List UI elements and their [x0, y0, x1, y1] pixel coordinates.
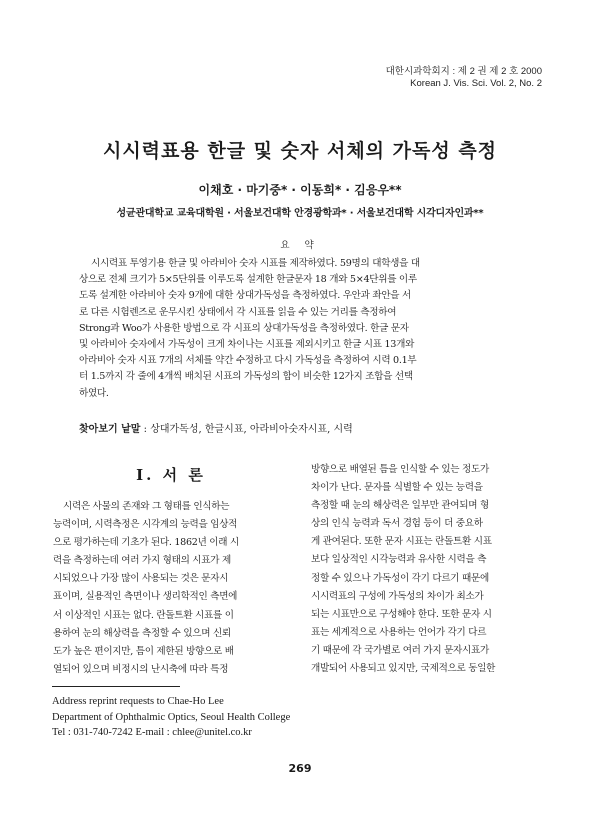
abstract-line: 터 1.5까지 각 줄에 4개씩 배치된 시표의 가독성의 합이 비슷한 12가지 조합을 선택	[79, 371, 413, 383]
abstract-line: 로 다른 시험렌즈로 운무시킨 상태에서 각 시표를 읽을 수 있는 거리를 측정하여	[79, 306, 397, 318]
body-line: 차이가 난다. 문자를 식별할 수 있는 능력을	[311, 482, 483, 494]
section-heading-introduction: I. 서 론	[136, 466, 206, 484]
body-line: 개발되어 사용되고 있지만, 국제적으로 동일한	[311, 663, 496, 675]
keywords-terms: : 상대가독성, 한글시표, 아라비아숫자시표, 시력	[143, 424, 353, 435]
footnote-contact-line: Tel : 031-740-7242 E-mail : chlee@unitel.co.kr	[52, 727, 252, 738]
body-line: 게 관여된다. 또한 문자 시표는 란돌트환 시표	[311, 536, 492, 548]
body-line: 능력이며, 시력측정은 시각계의 능력을 임상적	[53, 519, 238, 531]
abstract-line: 하였다.	[79, 387, 109, 399]
body-line: 되는 시표만으로 구성해야 한다. 또한 문자 시	[311, 608, 492, 620]
body-line: 시되었으나 가장 많이 사용되는 것은 문자시	[53, 573, 229, 585]
keywords-label: 찾아보기 낱말	[79, 424, 141, 435]
abstract-heading: 요 약	[280, 240, 320, 251]
page-number: 269	[288, 762, 312, 775]
abstract-line: 및 아라비아 숫자에서 가독성이 크게 차이나는 시표를 제외시키고 한글 시표 13개와	[79, 339, 415, 351]
body-line: 표이며, 실용적인 측면이나 생리학적인 측면에	[53, 591, 238, 603]
footnote	[52, 694, 290, 741]
body-line: 으로 평가하는데 기초가 된다. 1862년 이래 시	[53, 537, 239, 549]
body-line: 력을 측정하는데 여러 가지 형태의 시표가 제	[53, 555, 231, 567]
body-line: 열되어 있으며 비정시의 난시축에 따라 특정	[53, 663, 229, 675]
body-column-right	[311, 461, 548, 678]
body-line: 방향으로 배열된 틈을 인식할 수 있는 정도가	[311, 464, 489, 475]
footnote-divider	[52, 686, 180, 687]
body-line: 서 이상적인 시표는 없다. 란돌트환 시표를 이	[53, 609, 234, 621]
author-affiliations: 성균관대학교 교육대학원 · 서울보건대학 안경광학과* · 서울보건대학 시각디자인과**	[116, 208, 484, 219]
body-line: 보다 일상적인 시각능력과 유사한 시력을 측	[311, 554, 487, 566]
body-line: 기 때문에 각 국가별로 여러 가지 문자시표가	[311, 644, 489, 656]
body-line: 용하여 눈의 해상력을 측정할 수 있으며 신뢰	[53, 627, 231, 639]
footnote-department-line: Department of Ophthalmic Optics, Seoul Health College	[52, 711, 291, 723]
paper-title: 시시력표용 한글 및 숫자 서체의 가독성 측정	[102, 140, 498, 162]
journal-citation-english: Korean J. Vis. Sci. Vol. 2, No. 2	[410, 78, 542, 89]
body-line: 측정할 때 눈의 해상력은 일부만 관여되며 형	[311, 500, 489, 512]
body-line: 상의 인식 능력과 독서 경험 등이 더 중요하	[311, 518, 483, 530]
journal-citation-korean: 대한시과학회지 : 제 2 권 제 2 호 2000	[385, 66, 542, 77]
abstract-body	[79, 256, 525, 402]
abstract-line: 시시력표 투영기용 한글 및 아라비아 숫자 시표를 제작하였다. 59명의 대학생을 대	[91, 258, 420, 269]
footnote-reprint-line: Address reprint requests to Chae-Ho Lee	[52, 696, 224, 707]
body-column-left	[53, 498, 289, 679]
abstract-line: 아라비아 숫자 시표 7개의 서체를 약간 수정하고 다시 가독성을 측정하여 시력 0.1부	[79, 355, 417, 367]
keywords	[79, 420, 539, 435]
abstract-line: 도록 설계한 아라비아 숫자 9개에 대한 상대가독성을 측정하였다. 우안과 좌안을 서	[79, 290, 411, 302]
body-line: 시시력표의 구성에 가독성의 차이가 최소가	[311, 590, 484, 602]
author-list: 이채호 · 마기중* · 이동희* · 김응우**	[198, 183, 402, 197]
body-line: 정할 수 있으나 가독성이 각기 다르기 때문에	[311, 572, 489, 584]
body-line: 시력은 사물의 존재와 그 형태를 인식하는	[63, 501, 230, 512]
body-line: 표는 세계적으로 사용하는 언어가 각기 다르	[311, 626, 487, 638]
abstract-line: 상으로 전체 크기가 5×5단위를 이루도록 설계한 한글문자 18 개와 5×4단위를 이루	[79, 274, 417, 286]
abstract-line: Strong과 Woo가 사용한 방법으로 각 시표의 상대가독성을 측정하였다. 한글 문자	[79, 322, 409, 334]
body-line: 도가 높은 편이지만, 틈이 제한된 방향으로 배	[53, 645, 234, 657]
